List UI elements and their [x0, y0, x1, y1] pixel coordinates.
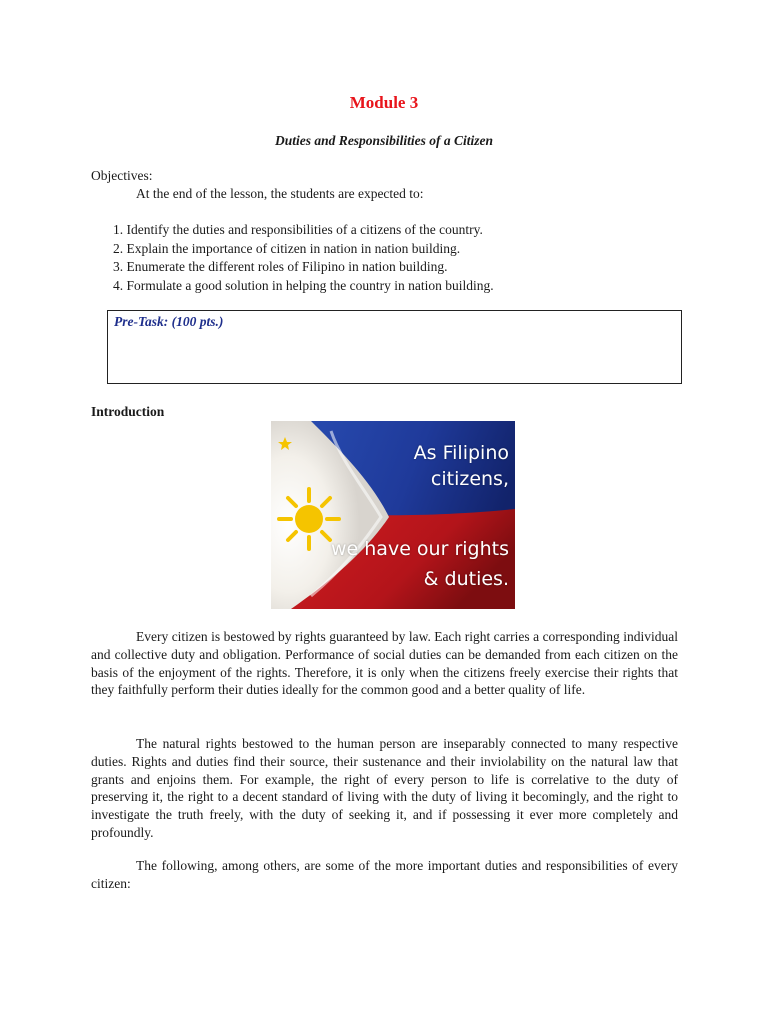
sun-icon	[279, 489, 339, 549]
body-paragraph: Every citizen is bestowed by rights guaranteed by law. Each right carries a corresponding individual and collective duty and obligation. Performance of social duties can be demanded from each citizen on the basis of the enjoyment of the rights. Therefore, it is only when the citizens freely exercise their rights that they faithfully perform their duties ideally for the common good and a better quality of life.	[91, 629, 678, 698]
objective-item: 1. Identify the duties and responsibilities of a citizens of the country.	[113, 222, 483, 237]
body-paragraph: The following, among others, are some of the more important duties and responsibilities of every citizen:	[91, 858, 678, 891]
objectives-list	[113, 221, 494, 295]
introduction-heading: Introduction	[91, 404, 165, 419]
flag-caption-line: citizens,	[430, 468, 509, 490]
module-subtitle: Duties and Responsibilities of a Citizen	[275, 133, 493, 148]
objectives-label: Objectives:	[91, 168, 153, 183]
objectives-intro: At the end of the lesson, the students are expected to:	[136, 186, 424, 201]
flag-caption-line: we have our rights	[331, 538, 509, 560]
objective-item: 4. Formulate a good solution in helping the country in nation building.	[113, 277, 494, 293]
objective-item: 3. Enumerate the different roles of Filipino in nation building.	[113, 259, 448, 274]
body-paragraph: The natural rights bestowed to the human person are inseparably connected to many respective duties. Rights and duties find their source, their sustenance and their inviolability on the natural law that grants and enjoins them. For example, the right of every person to life is correlative to the duty of preserving it, the right to a decent standard of living with the duty of living it becomingly, and the right to investigate the truth freely, with the duty of seeking it, and if possessing it ever more completely and profoundly.	[91, 736, 678, 840]
module-title: Module 3	[349, 93, 419, 112]
flag-caption-line: As Filipino	[413, 442, 509, 464]
pretask-label: Pre-Task: (100 pts.)	[114, 314, 224, 329]
flag-caption-line: & duties.	[423, 568, 509, 590]
philippine-flag-image	[271, 421, 515, 609]
pretask-box	[107, 310, 682, 384]
objective-item: 2. Explain the importance of citizen in nation in nation building.	[113, 240, 461, 256]
